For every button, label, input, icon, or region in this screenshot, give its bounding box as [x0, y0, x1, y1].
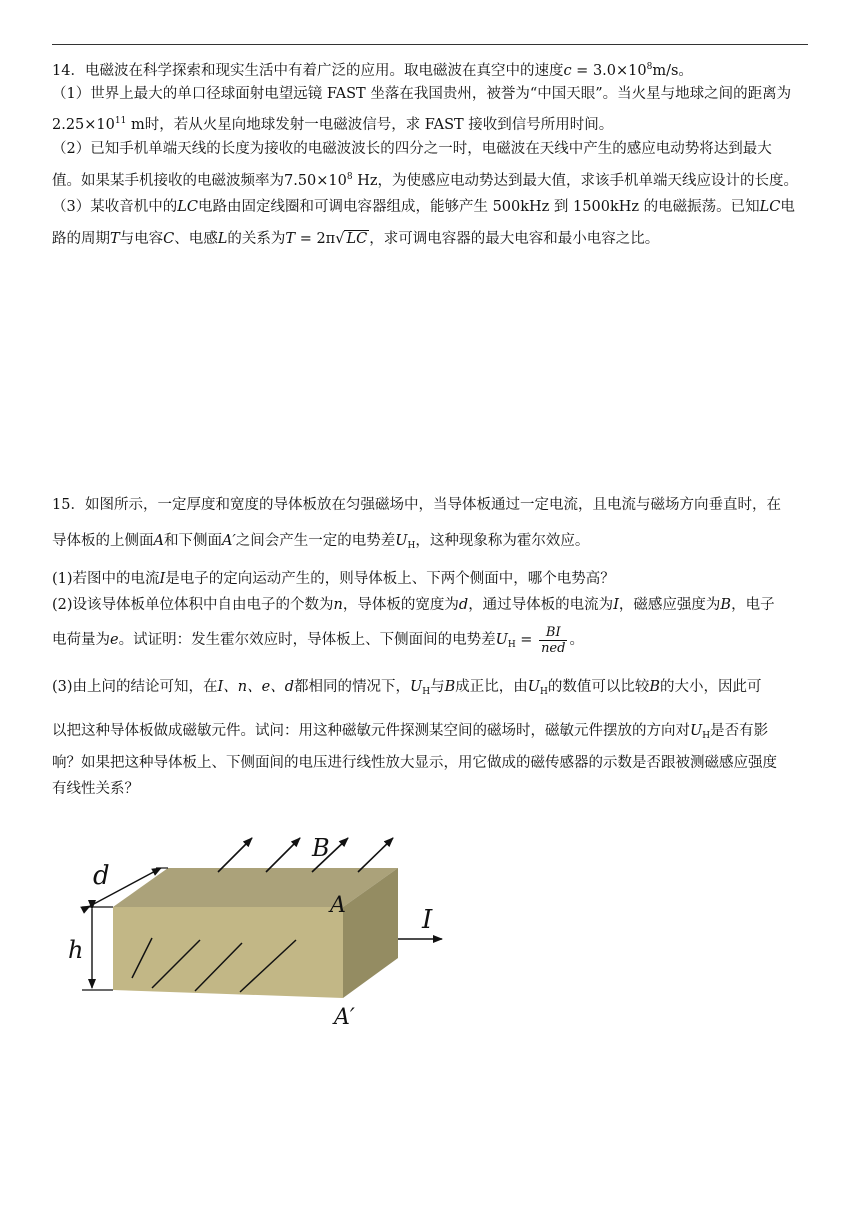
hall-voltage-fraction: $\frac{BI}{\text{ned}}$ [541, 624, 566, 656]
label-d: d [93, 861, 110, 891]
q14-part1-line-1: （1）世界上最大的单口径球面射电望远镜 FAST 坐落在我国贵州，被誉为“中国天眼”。当火星与地球之间的距离为 [52, 86, 792, 102]
q14-part2-line-2: 值。如果某手机接收的电磁波频率为$7.50\times 10^8$ Hz，为使感应电动势达到最大值，求该手机单端天线应设计的长度。 [52, 172, 799, 189]
q15-part2-line-2: 电荷量为e。试证明：发生霍尔效应时，导体板上、下侧面间的电势差$U_H$ = $\frac{BI}{\text{ned}}$ 。 [52, 624, 584, 656]
q15-part3-line-4: 有线性关系？ [52, 781, 139, 797]
label-A: A [330, 893, 346, 918]
q15-part3-line-2: 以把这种导体板做成磁敏元件。试问：用这种磁敏元件探测某空间的磁场时，磁敏元件摆放的方向对$U_H$是否有影 [52, 723, 769, 741]
hall-effect-figure [60, 828, 460, 1038]
label-B: B [312, 834, 330, 862]
q14-part3-line-1: （3）某收音机中的LC电路由固定线圈和可调电容器组成，能够产生 500kHz 到 1500kHz 的电磁振荡。已知LC电 [52, 199, 795, 215]
q15-part3-line-3: 响？如果把这种导体板上、下侧面间的电压进行线性放大显示，用它做成的磁传感器的示数是否跟被测磁感应强度 [52, 755, 777, 771]
q14-part2-line-1: （2）已知手机单端天线的长度为接收的电磁波波长的四分之一时，电磁波在天线中产生的感应电动势将达到最大 [52, 141, 772, 157]
label-h: h [68, 936, 84, 964]
q15-part3-line-1: (3)由上问的结论可知，在I、n、e、d都相同的情况下，$U_H$与B成正比，由$U_H$的数值可以比较B的大小，因此可 [52, 679, 762, 697]
plate-front-face [113, 907, 343, 998]
label-I: I [422, 905, 433, 935]
q15-part2-line-1: (2)设该导体板单位体积中自由电子的个数为n，导体板的宽度为d，通过导体板的电流为I，磁感应强度为B，电子 [52, 597, 775, 613]
sqrt-sign: √ [335, 231, 345, 247]
q14-part3-line-2: 路的周期T与电容C、电感L的关系为T = 2π√ LC ，求可调电容器的最大电容和最小电容之比。 [52, 231, 660, 247]
q14-line-1: 14．电磁波在科学探索和现实生活中有着广泛的应用。取电磁波在真空中的速度$c = 3.0\times 10^8m/s$。 [52, 62, 693, 79]
magnetic-field-arrows [218, 838, 393, 872]
top-rule [52, 44, 808, 45]
q15-line-1: 15．如图所示，一定厚度和宽度的导体板放在匀强磁场中，当导体板通过一定电流，且电流与磁场方向垂直时，在 [52, 497, 781, 513]
q15-line-2: 导体板的上侧面A和下侧面A′之间会产生一定的电势差$U_H$，这种现象称为霍尔效应。 [52, 533, 590, 551]
q14-part1-line-2: $2.25\times 10^{11}$ m时，若从火星向地球发射一电磁波信号，求 FAST 接收到信号所用时间。 [52, 116, 614, 133]
q15-part1: (1)若图中的电流I是电子的定向运动产生的，则导体板上、下两个侧面中，哪个电势高？ [52, 571, 615, 587]
label-A-prime: A′ [334, 1005, 355, 1030]
